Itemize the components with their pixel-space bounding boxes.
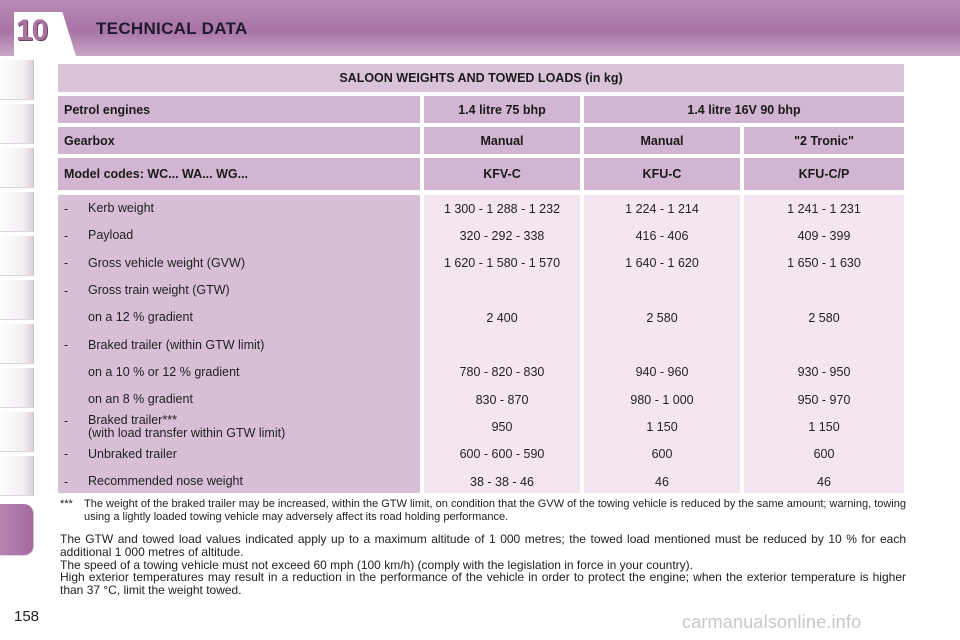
table-body: [58, 195, 904, 493]
value-column-kfu-c: [584, 195, 740, 493]
footnote-text: The weight of the braked trailer may be increased, within the GTW limit, on condition that the GVW of the towing vehicle is reduced by the same amount; warning, towing using a lightly loaded towing vehicle may adversely affect its road holding performance.: [84, 498, 906, 523]
side-tab[interactable]: [0, 412, 34, 452]
table-cell: [584, 331, 740, 358]
value-column-kfv-c: [424, 195, 580, 493]
model-label: Model codes: WC... WA... WG...: [58, 158, 420, 190]
page-title: TECHNICAL DATA: [96, 19, 248, 38]
gearbox-row: [58, 127, 904, 154]
towing-notes: [60, 533, 906, 597]
chapter-number: 10: [16, 14, 48, 47]
footnote-marker: ***: [60, 498, 73, 510]
table-cell: 950 - 970: [797, 392, 851, 407]
side-tab-active[interactable]: [0, 504, 34, 556]
watermark: carmanualsonline.info: [682, 612, 862, 632]
row-dash: -: [64, 414, 69, 429]
table-cell: 1 241 - 1 231: [787, 201, 861, 216]
table-cell: 416 - 406: [635, 228, 689, 243]
table-cell: 1 150: [646, 420, 678, 435]
table-row: [58, 277, 420, 304]
model-row: [58, 158, 904, 190]
table-cell: 600 - 600 - 590: [459, 447, 545, 462]
side-tab[interactable]: [0, 148, 34, 188]
model-1: KFV-C: [424, 158, 580, 190]
paragraph-speed: The speed of a towing vehicle must not exceed 60 mph (100 km/h) (comply with the legislation in force in your country).: [60, 557, 693, 572]
table-cell: 1 300 - 1 288 - 1 232: [443, 201, 561, 216]
table-cell: 2 580: [646, 310, 678, 325]
table-title: SALOON WEIGHTS AND TOWED LOADS (in kg): [58, 64, 904, 92]
value-column-kfu-cp: [744, 195, 904, 493]
row-dash: -: [64, 283, 69, 298]
table-cell: 2 580: [808, 310, 840, 325]
table-cell: 409 - 399: [797, 228, 851, 243]
table-row: [58, 359, 420, 386]
side-tab-strip: [0, 60, 34, 560]
side-tab[interactable]: [0, 104, 34, 144]
side-tab[interactable]: [0, 368, 34, 408]
engine-label: Petrol engines: [58, 96, 420, 123]
engine-2: 1.4 litre 16V 90 bhp: [584, 96, 904, 123]
table-cell: 950: [491, 420, 513, 435]
row-label: Recommended nose weight: [88, 474, 243, 489]
table-cell: 600: [651, 447, 673, 462]
row-label: [88, 414, 285, 440]
table-cell: 320 - 292 - 338: [459, 228, 545, 243]
weights-table: [58, 64, 904, 493]
table-cell: 940 - 960: [635, 365, 689, 380]
table-row: [58, 331, 420, 358]
row-label-line1: Braked trailer***: [88, 413, 177, 428]
table-cell: 46: [817, 474, 831, 489]
paragraph-altitude: The GTW and towed load values indicated apply up to a maximum altitude of 1 000 metres; the towed load mentioned must be reduced by 10 % for each additional 1 000 metres of altitude.: [60, 532, 906, 559]
row-dash: -: [64, 338, 69, 353]
side-tab[interactable]: [0, 280, 34, 320]
table-cell: 600: [813, 447, 835, 462]
row-label: Gross train weight (GTW): [88, 283, 230, 298]
engine-row: [58, 96, 904, 123]
table-cell: 1 650 - 1 630: [787, 256, 861, 271]
table-cell: 780 - 820 - 830: [459, 365, 545, 380]
row-label: Gross vehicle weight (GVW): [88, 255, 245, 270]
side-tab[interactable]: [0, 192, 34, 232]
table-cell: 1 224 - 1 214: [625, 201, 699, 216]
table-cell: [744, 277, 904, 304]
row-label: Unbraked trailer: [88, 446, 177, 461]
table-row: [58, 250, 420, 277]
table-row: [58, 222, 420, 249]
label-column: [58, 195, 420, 493]
model-2: KFU-C: [584, 158, 740, 190]
row-dash: -: [64, 256, 69, 271]
side-tab[interactable]: [0, 236, 34, 276]
table-cell: 38 - 38 - 46: [470, 474, 534, 489]
table-cell: 930 - 950: [797, 365, 851, 380]
gearbox-2: Manual: [584, 127, 740, 154]
table-row: [58, 304, 420, 331]
row-label-line2: (with load transfer within GTW limit): [88, 426, 286, 441]
table-cell: 1 150: [808, 420, 840, 435]
row-label: on a 12 % gradient: [88, 310, 193, 325]
table-cell: 46: [655, 474, 669, 489]
row-label: Kerb weight: [88, 201, 155, 216]
side-tab[interactable]: [0, 60, 34, 100]
engine-1: 1.4 litre 75 bhp: [424, 96, 580, 123]
table-cell: 980 - 1 000: [630, 392, 694, 407]
table-cell: [744, 331, 904, 358]
row-label: Payload: [88, 228, 134, 243]
table-cell: [424, 277, 580, 304]
row-dash: -: [64, 201, 69, 216]
table-row: [58, 195, 420, 222]
table-cell: 1 620 - 1 580 - 1 570: [443, 256, 561, 271]
table-row: [58, 468, 420, 495]
side-tab[interactable]: [0, 324, 34, 364]
table-cell: [424, 331, 580, 358]
row-label: on a 10 % or 12 % gradient: [88, 364, 240, 379]
row-label: on an 8 % gradient: [88, 392, 193, 407]
table-row: [58, 413, 420, 440]
footnote: [60, 498, 906, 524]
model-3: KFU-C/P: [744, 158, 904, 190]
gearbox-1: Manual: [424, 127, 580, 154]
paragraph-temperature: High exterior temperatures may result in a reduction in the performance of the vehicle in order to protect the engine; when the exterior temperature is higher than 37 °C, limit the weight towed.: [60, 570, 906, 598]
chapter-header: [0, 0, 960, 56]
row-label: Braked trailer (within GTW limit): [88, 337, 265, 352]
page-number: 158: [14, 608, 40, 625]
table-cell: 2 400: [486, 310, 518, 325]
table-row: [58, 386, 420, 413]
table-cell: 830 - 870: [475, 392, 529, 407]
row-dash: -: [64, 447, 69, 462]
gearbox-3: "2 Tronic": [744, 127, 904, 154]
side-tab[interactable]: [0, 456, 34, 496]
table-cell: [584, 277, 740, 304]
row-dash: -: [64, 474, 69, 489]
table-cell: 1 640 - 1 620: [625, 256, 699, 271]
row-dash: -: [64, 228, 69, 243]
gearbox-label: Gearbox: [58, 127, 420, 154]
table-row: [58, 441, 420, 468]
